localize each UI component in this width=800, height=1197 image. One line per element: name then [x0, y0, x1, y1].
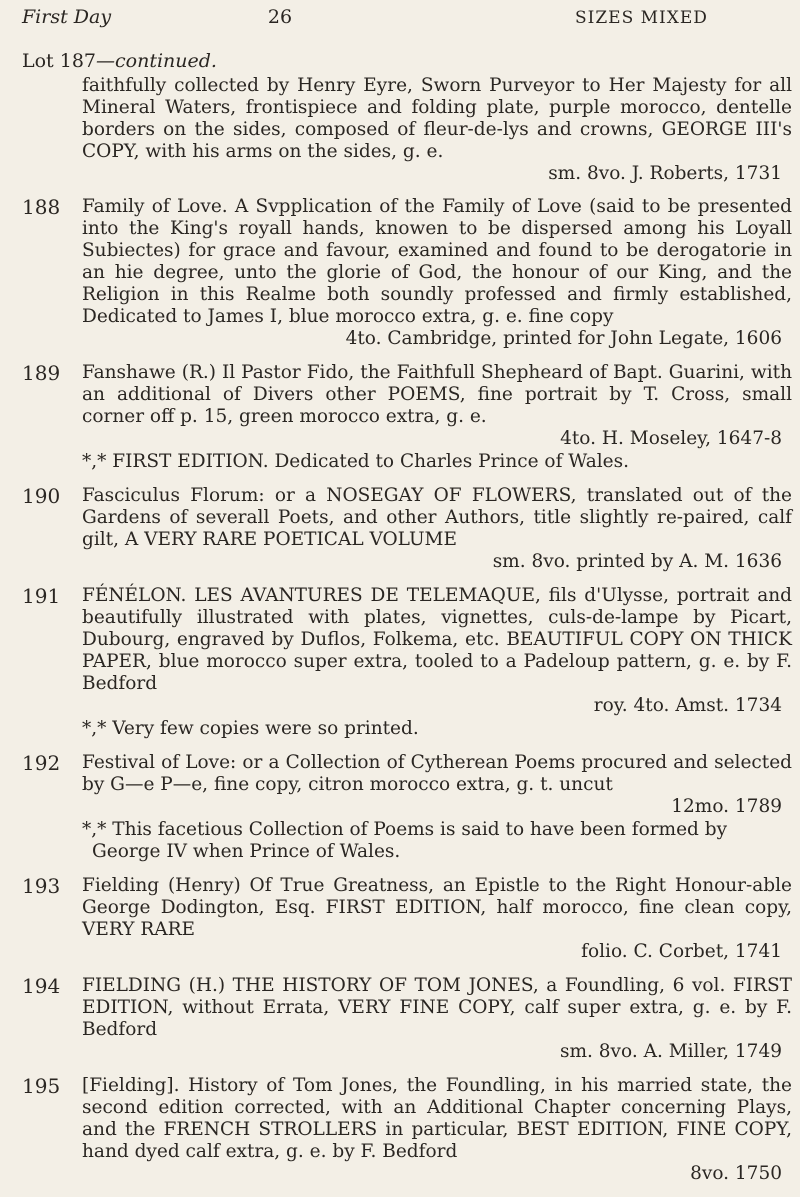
lot-entry-imprint: sm. 8vo. printed by A. M. 1636	[492, 551, 782, 572]
lot-entry-description: Fasciculus Florum: or a NOSEGAY OF FLOWERS, translated out of the Gardens of severall Poets, and other Authors, title slightly re-paired, calf gilt, A VERY RARE POETICAL VOLUME	[82, 485, 792, 550]
lot-entry-imprint: 8vo. 1750	[690, 1163, 782, 1184]
lot-entry	[22, 362, 792, 473]
lot-heading	[22, 50, 217, 72]
lot-entry-description: FÉNÉLON. LES AVANTURES DE TELEMAQUE, fils d'Ulysse, portrait and beautifully illustrated with plates, vignettes, culs-de-lampe by Picart, Dubourg, engraved by Duflos, Folkema, etc. BEAUTIFUL COPY ON THICK PAPER, blue morocco super extra, tooled to a Padeloup pattern, g. e. by F. Bedford	[82, 585, 792, 694]
lot-entry-number: 193	[22, 874, 61, 898]
lot-entry	[22, 975, 792, 1063]
lot-entry-description: [Fielding]. History of Tom Jones, the Foundling, in his married state, the second edition corrected, with an Additional Chapter concerning Plays, and the FRENCH STROLLERS in particular, BEST EDITION, FINE COPY, hand dyed calf extra, g. e. by F. Bedford	[82, 1075, 792, 1162]
lot-number: Lot 187	[22, 50, 96, 72]
header-section: SIZES MIXED	[575, 8, 708, 28]
lot-entry	[22, 485, 792, 573]
lot-entry-description: Festival of Love: or a Collection of Cytherean Poems procured and selected by G—e P—e, fine copy, citron morocco extra, g. t. uncut	[82, 752, 792, 795]
lot-entry-description: Family of Love. A Svpplication of the Family of Love (said to be presented into the King's royall hands, knowen to be dispersed among his Loyall Subiectes) for grace and favour, examined and found to be derogatorie in an hie degree, unto the glorie of God, the honour of our King, and the Religion in this Realme both soundly professed and firmly established, Dedicated to James I, blue morocco extra, g. e. fine copy	[82, 196, 792, 327]
lot-entry	[22, 875, 792, 963]
lot-entry-imprint: 12mo. 1789	[671, 796, 782, 817]
lot-entry	[22, 1075, 792, 1185]
lot-entry	[22, 75, 792, 185]
lot-entry-imprint: sm. 8vo. A. Miller, 1749	[559, 1041, 782, 1062]
lot-continued: —continued.	[96, 50, 217, 72]
running-header	[0, 6, 800, 36]
lot-entry	[22, 585, 792, 740]
lot-entry-imprint: roy. 4to. Amst. 1734	[593, 695, 782, 716]
lot-entry	[22, 752, 792, 863]
lot-entry-imprint: 4to. Cambridge, printed for John Legate, 1606	[345, 328, 782, 349]
lot-entry-description: Fanshawe (R.) Il Pastor Fido, the Faithfull Shepheard of Bapt. Guarini, with an additional of Divers other POEMS, fine portrait by T. Cross, small corner off p. 15, green morocco extra, g. e.	[82, 362, 792, 427]
lot-entry-note: *,* Very few copies were so printed.	[82, 718, 419, 739]
lot-entry-number: 192	[22, 751, 61, 775]
lot-entry	[22, 196, 792, 350]
lot-entry-number: 189	[22, 361, 61, 385]
lot-entry-description: faithfully collected by Henry Eyre, Sworn Purveyor to Her Majesty for all Mineral Waters, frontispiece and folding plate, purple morocco, dentelle borders on the sides, composed of fleur-de-lys and crowns, GEORGE III's COPY, with his arms on the sides, g. e.	[82, 75, 792, 162]
lot-entry-note: *,* FIRST EDITION. Dedicated to Charles Prince of Wales.	[82, 451, 629, 472]
lot-entry-imprint: 4to. H. Moseley, 1647-8	[560, 428, 782, 449]
lot-entry-number: 190	[22, 484, 61, 508]
header-page-number: 26	[267, 6, 293, 28]
lot-entry-description: Fielding (Henry) Of True Greatness, an Epistle to the Right Honour-able George Dodington, Esq. FIRST EDITION, half morocco, fine clean copy, VERY RARE	[82, 875, 792, 940]
lot-entries	[22, 75, 792, 1197]
lot-entry-note: *,* This facetious Collection of Poems is said to have been formed by George IV when Prince of Wales.	[82, 819, 728, 862]
header-day: First Day	[22, 6, 112, 28]
lot-entry-description: FIELDING (H.) THE HISTORY OF TOM JONES, a Foundling, 6 vol. FIRST EDITION, without Errata, VERY FINE COPY, calf super extra, g. e. by F. Bedford	[82, 975, 792, 1040]
lot-entry-number: 195	[22, 1074, 61, 1098]
lot-entry-number: 191	[22, 584, 61, 608]
lot-entry-imprint: folio. C. Corbet, 1741	[581, 941, 782, 962]
lot-entry-imprint: sm. 8vo. J. Roberts, 1731	[548, 163, 782, 184]
lot-entry-number: 194	[22, 974, 61, 998]
lot-entry-number: 188	[22, 195, 61, 219]
